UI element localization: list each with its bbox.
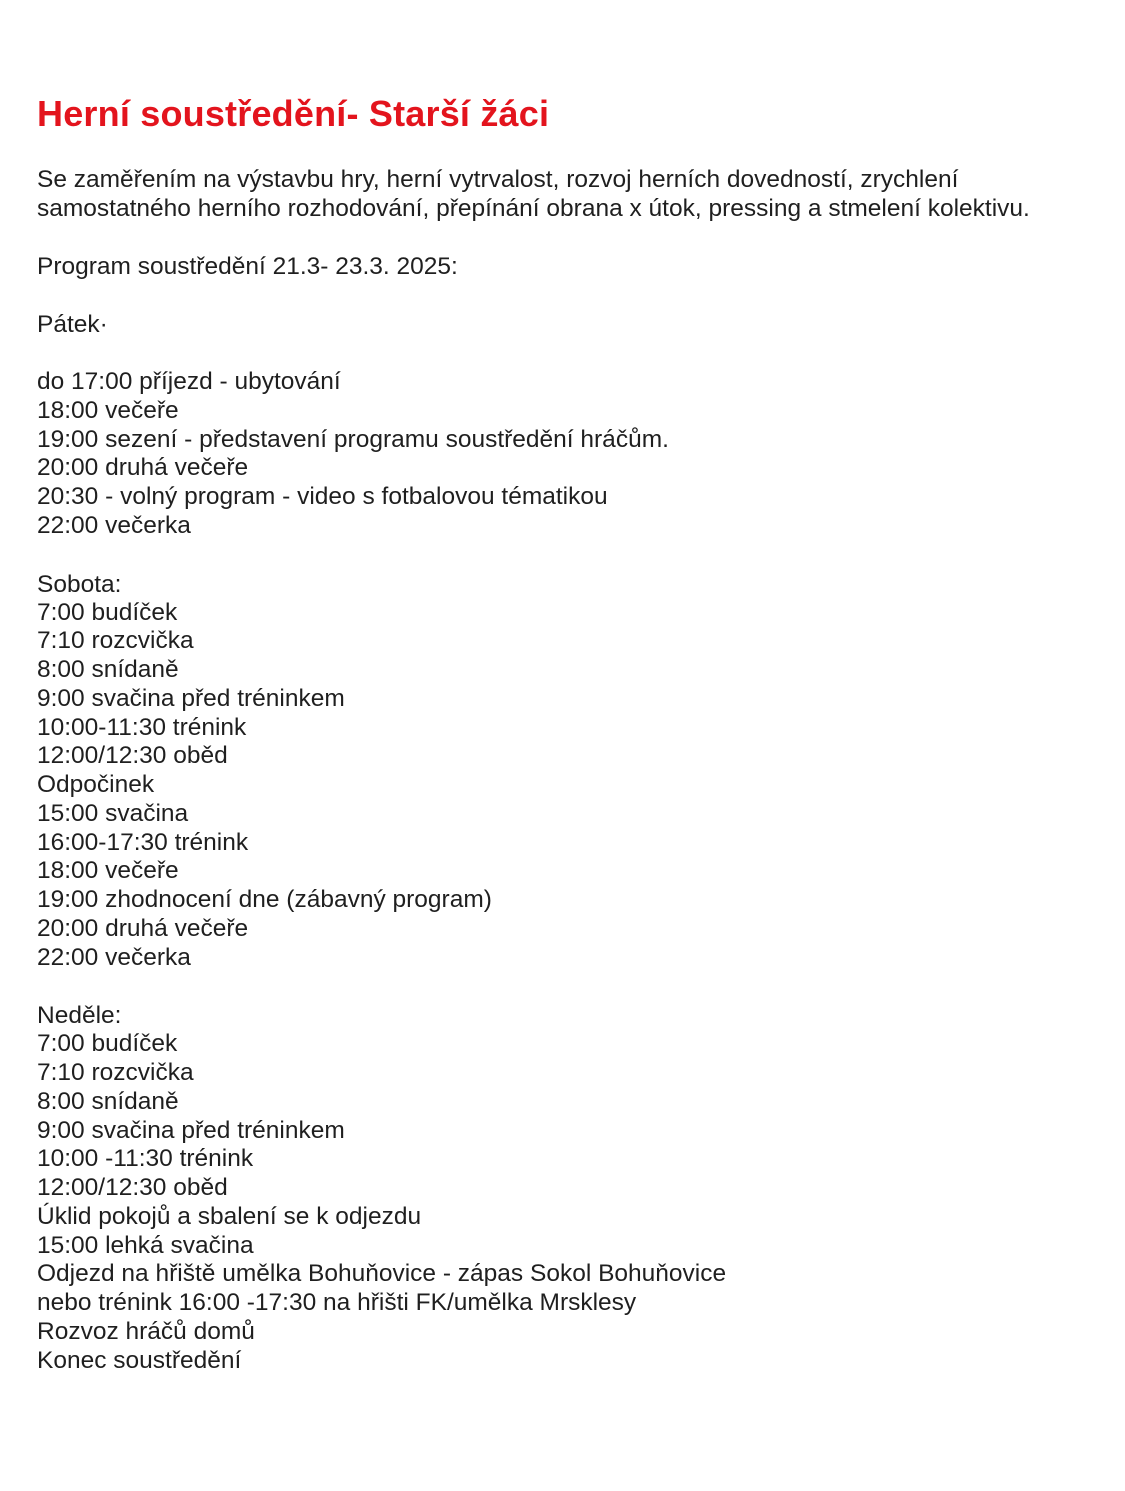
schedule-item: 9:00 svačina před tréninkem [37,1116,345,1144]
program-heading: Program soustředění 21.3- 23.3. 2025: [37,253,458,280]
day-sunday [37,1001,1117,1375]
saturday-schedule [37,599,1117,973]
schedule-item: 20:00 druhá večeře [37,914,249,942]
schedule-item: Úklid pokojů a sbalení se k odjezdu [37,1202,422,1230]
schedule-item: 7:10 rozcvička [37,1059,194,1086]
schedule-item: 10:00-11:30 trénink [37,713,247,741]
schedule-item: 22:00 večerka [37,511,191,539]
schedule-item: Rozvoz hráčů domů [37,1317,255,1345]
schedule-item: 12:00/12:30 oběd [37,742,228,770]
schedule-item: 9:00 svačina před tréninkem [37,684,345,712]
document [37,92,1117,1375]
schedule-item: 18:00 večeře [37,396,179,424]
schedule-item: 19:00 zhodnocení dne (zábavný program) [37,886,492,913]
day-heading-sunday: Neděle: [37,1002,122,1030]
schedule-item: 22:00 večerka [37,943,191,971]
schedule-item: 18:00 večeře [37,857,179,885]
schedule-item: Odpočinek [37,771,155,798]
friday-schedule [37,368,1117,541]
day-saturday [37,570,1117,973]
schedule-item: 8:00 snídaně [37,1087,179,1115]
schedule-item: 15:00 lehká svačina [37,1231,254,1259]
schedule-item: 20:30 - volný program - video s fotbalovou tématikou [37,483,608,510]
schedule-item: 19:00 sezení - představení programu soustředění hráčům. [37,425,669,453]
page-title: Herní soustředění- Starší žáci [37,93,550,134]
schedule-item: 12:00/12:30 oběd [37,1174,228,1201]
schedule-item: 8:00 snídaně [37,656,179,683]
schedule-item: 16:00-17:30 trénink [37,828,249,856]
day-heading-friday: Pátek· [37,311,108,338]
schedule-item: Odjezd na hřiště umělka Bohuňovice - zápas Sokol Bohuňovice [37,1260,727,1288]
schedule-item: 20:00 druhá večeře [37,454,249,482]
schedule-item: 10:00 -11:30 trénink [37,1145,254,1173]
schedule-item: nebo trénink 16:00 -17:30 na hřišti FK/umělka Mrsklesy [37,1289,637,1316]
schedule-item: 7:00 budíček [37,598,178,626]
intro-paragraph: Se zaměřením na výstavbu hry, herní vytrvalost, rozvoj herních dovedností, zrychlení samostatného herního rozhodování, přepínání obrana x útok, pressing a stmelení kolektivu. [37,166,1030,222]
schedule-item: 7:10 rozcvička [37,627,194,655]
sunday-schedule [37,1030,1117,1375]
friday-spacer [37,339,1117,368]
schedule-item: Konec soustředění [37,1346,242,1374]
schedule-item: 15:00 svačina [37,799,189,827]
schedule-item: do 17:00 příjezd - ubytování [37,368,341,395]
day-friday [37,310,1117,541]
day-heading-saturday: Sobota: [37,570,122,598]
schedule-item: 7:00 budíček [37,1030,178,1058]
